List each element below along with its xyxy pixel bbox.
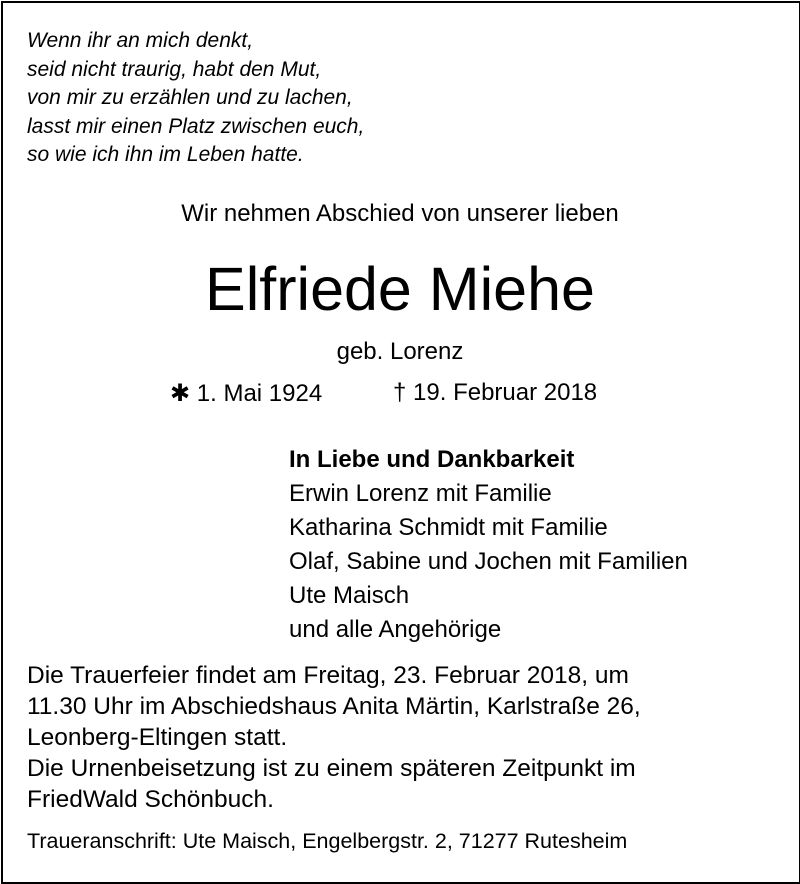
service-info	[27, 660, 641, 815]
mourner-entry: Ute Maisch	[289, 582, 410, 609]
mourners-heading: In Liebe und Dankbarkeit	[289, 446, 575, 473]
mourner-entry: und alle Angehörige	[289, 616, 502, 643]
service-line: 11.30 Uhr im Abschiedshaus Anita Märtin, Karlstraße 26,	[27, 693, 641, 720]
mourner-entry: Erwin Lorenz mit Familie	[289, 480, 552, 507]
poem	[27, 27, 364, 170]
farewell-intro: Wir nehmen Abschied von unserer lieben	[181, 200, 619, 227]
mourner-entry: Olaf, Sabine und Jochen mit Familien	[289, 548, 688, 575]
mourners-block	[289, 443, 688, 647]
death-date: 19. Februar 2018	[413, 379, 598, 406]
mourner-entry: Katharina Schmidt mit Familie	[289, 514, 608, 541]
poem-line: seid nicht traurig, habt den Mut,	[27, 57, 322, 81]
service-line: Die Trauerfeier findet am Freitag, 23. Februar 2018, um	[27, 662, 629, 689]
poem-line: so wie ich ihn im Leben hatte.	[27, 143, 304, 166]
death-date-line	[393, 379, 597, 407]
poem-line: lasst mir einen Platz zwischen euch,	[27, 114, 365, 138]
birth-date-line	[170, 379, 322, 408]
deceased-name: Elfriede Miehe	[205, 255, 595, 323]
service-line: Die Urnenbeisetzung ist zu einem späteren Zeitpunkt im	[27, 755, 636, 782]
birth-date: 1. Mai 1924	[196, 380, 323, 407]
birth-star-icon: ✱	[170, 380, 191, 407]
maiden-name: geb. Lorenz	[336, 338, 464, 365]
poem-line: Wenn ihr an mich denkt,	[27, 29, 254, 52]
death-cross-icon: †	[393, 379, 407, 406]
service-line: FriedWald Schönbuch.	[27, 786, 274, 813]
poem-line: von mir zu erzählen und zu lachen,	[27, 86, 353, 109]
service-line: Leonberg-Eltingen statt.	[27, 724, 288, 751]
mourning-address: Traueranschrift: Ute Maisch, Engelbergstr. 2, 71277 Rutesheim	[27, 829, 628, 853]
